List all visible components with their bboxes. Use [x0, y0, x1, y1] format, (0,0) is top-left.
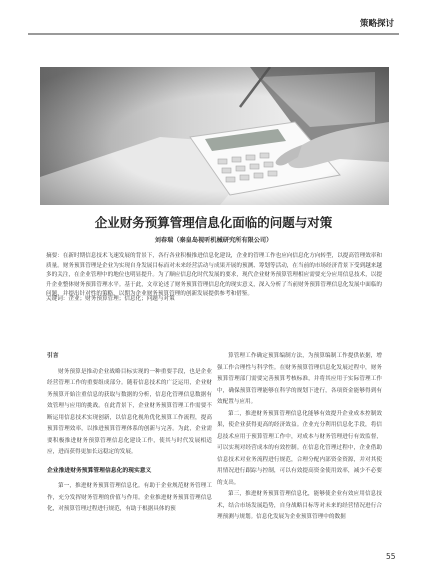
article-keywords: 关键词：企业；财务预算管理；信息化；问题与对策	[46, 296, 175, 302]
right-paragraph-1: 算管理工作确定预算编制方法，为预算编制工作提供依据，增强工作合理性与科学性。在财务预算管理信息化发展过程中，财务预算管理部门需要完善预算考核标准，并将其应用于实际管理工作中，确保预算管理能够在科学的规划下进行，各项资金能够得到有效配置与应用。	[217, 353, 382, 405]
article-abstract: 摘要：在新时期信息技术飞速发展的背景下，各行各业积极推进信息化建设，企业的管理工作也应向信息化方向转型，以提高管理效率和质量。财务预算管理是企业为实现自身发展目标而对未来经营活动与成果开展的预测、筹划等活动，在当前的市场经济背景下受到越来越多的关注，在企业管理中的地位也明显提升。为了顺应信息化时代发展的要求，现代企业财务预算管理相应需要充分应用信息技术，以提升企业整体财务预算管理水平。基于此，文章论述了财务预算管理信息化的现实意义，深入分析了当前财务预算管理信息化发展中面临的问题，并提出针对性的策略，以期为企业财务预算管理的创新发展提供参考和借鉴。	[46, 253, 382, 297]
header-rule	[28, 33, 399, 35]
right-paragraph-2: 第二，推进财务预算管理信息化能够有效提升企业成本控制效果，使企业获得更高的经济效益。企业充分利用信息化手段，将信息技术应用于预算管理工作中，对成本与财务管理进行有效监督，可以实现对经营成本的有效控制。在信息化管理过程中，企业借助信息技术对业务流程进行规范，合理分配内部资金资源，并对其使用情况进行跟踪与控制，可以有效提高资金使用效率，减少不必要的支出。	[217, 410, 382, 486]
right-column	[217, 351, 382, 524]
article-author: 刘春瑞（秦皇岛视听机械研究所有限公司）	[154, 237, 273, 244]
article-photo	[40, 67, 389, 205]
page-number: 55	[386, 552, 396, 561]
intro-heading: 引言	[47, 353, 59, 359]
section-tag: 策略探讨	[360, 19, 395, 29]
left-column	[47, 351, 212, 516]
article-title: 企业财务预算管理信息化面临的问题与对策	[94, 215, 333, 230]
section-paragraph: 第一，推进财务预算管理信息化。有助于企业规范财务管理工作，充分发挥财务管理的价值与作用。企业推进财务预算管理信息化，对预算管理过程进行规范，有助于根据具体的预	[47, 483, 212, 512]
right-paragraph-3: 第三，推进财务预算管理信息化，能够使企业有效应用信息技术，结合市场发展趋势，自身战略目标等对未来的经营情况进行合理预测与规划。信息化发展为企业预算管理中的数据	[217, 491, 382, 520]
calculator-desk-photo	[40, 67, 389, 205]
intro-paragraph: 财务预算是推动企业战略目标实现的一种重要手段，也是企业经营管理工作的重要组成部分。随着信息技术的广泛运用，企业财务预算开始注重信息的获取与数据的分析，信息化管理信息数据有效管理与应用的挑战。在此背景下，企业财务预算管理工作需要不断运用信息技术实现创新，以信息化视角优化预算工作流程，提高预算管理效率，以推进预算管理体系的创新与完善。为此，企业需要积极推进财务预算管理信息化建设工作，使其与时代发展相适应，进而获得更加长远稳定的发展。	[47, 368, 212, 455]
section-heading: 企业推进财务预算管理信息化的现实意义	[47, 467, 152, 474]
